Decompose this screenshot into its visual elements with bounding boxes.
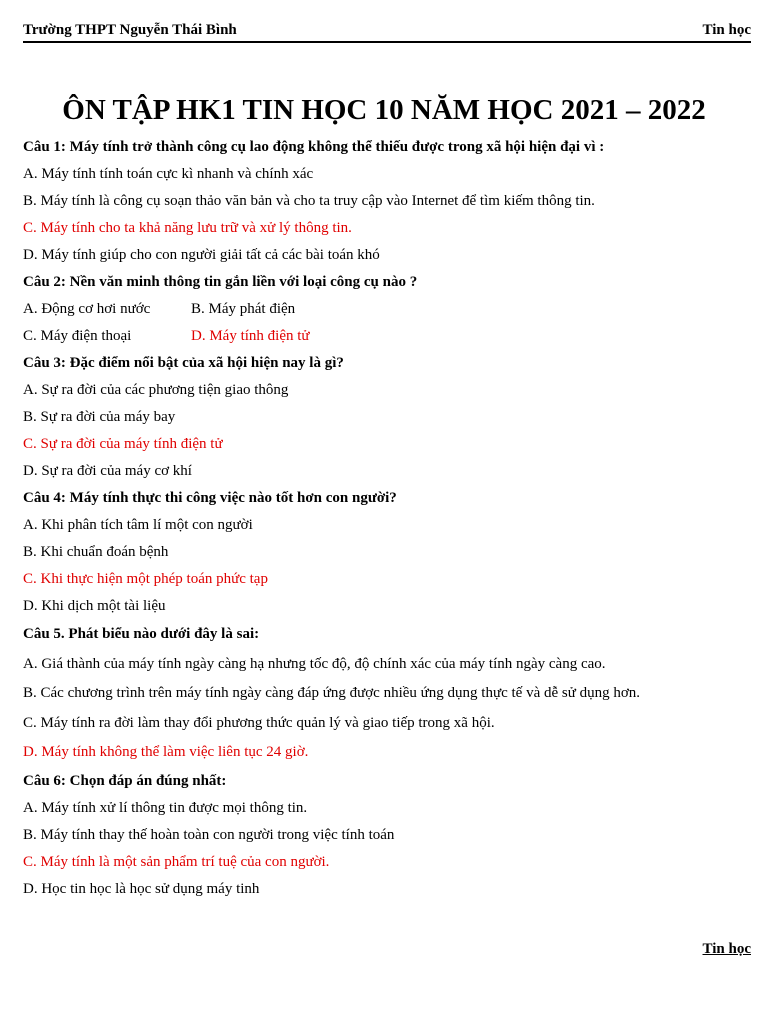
question-4: Câu 4: Máy tính thực thi công việc nào tốt hơn con người? bbox=[23, 490, 397, 506]
page-header bbox=[23, 22, 751, 43]
q3-option-b: B. Sự ra đời của máy bay bbox=[23, 409, 176, 425]
q4-option-c-correct: C. Khi thực hiện một phép toán phức tạp bbox=[23, 571, 268, 587]
q4-option-d: D. Khi dịch một tài liệu bbox=[23, 598, 166, 614]
q3-option-c-correct: C. Sự ra đời của máy tính điện tử bbox=[23, 436, 223, 452]
q2-option-b: B. Máy phát điện bbox=[191, 301, 296, 317]
q6-option-b: B. Máy tính thay thế hoàn toàn con người trong việc tính toán bbox=[23, 826, 395, 843]
q5-option-c: C. Máy tính ra đời làm thay đổi phương thức quản lý và giao tiếp trong xã hội. bbox=[23, 714, 495, 731]
q5-option-b: B. Các chương trình trên máy tính ngày càng đáp ứng được nhiều ứng dụng thực tế và dễ sử dụng hơn. bbox=[23, 685, 641, 701]
q2-option-d-correct: D. Máy tính điện tử bbox=[191, 328, 310, 344]
question-list bbox=[23, 134, 753, 903]
q4-option-b: B. Khi chuẩn đoán bệnh bbox=[23, 544, 169, 560]
question-6: Câu 6: Chọn đáp án đúng nhất: bbox=[23, 772, 227, 789]
school-name: Trường THPT Nguyễn Thái Bình bbox=[23, 22, 237, 38]
header-subject: Tin học bbox=[702, 22, 751, 38]
q6-option-c-correct: C. Máy tính là một sản phẩm trí tuệ của con người. bbox=[23, 853, 330, 870]
question-5: Câu 5. Phát biểu nào dưới đây là sai: bbox=[23, 626, 260, 642]
q1-option-d: D. Máy tính giúp cho con người giải tất cả các bài toán khó bbox=[23, 247, 380, 263]
q4-option-a: A. Khi phân tích tâm lí một con người bbox=[23, 517, 253, 533]
q2-options-row-1 bbox=[23, 296, 753, 323]
q1-option-c-correct: C. Máy tính cho ta khả năng lưu trữ và xử lý thông tin. bbox=[23, 220, 352, 236]
q3-option-d: D. Sự ra đời của máy cơ khí bbox=[23, 463, 192, 479]
q1-option-b: B. Máy tính là công cụ soạn thảo văn bản và cho ta truy cập vào Internet để tìm kiếm thông tin. bbox=[23, 193, 595, 209]
question-3: Câu 3: Đặc điểm nổi bật của xã hội hiện nay là gì? bbox=[23, 355, 344, 371]
document-title: ÔN TẬP HK1 TIN HỌC 10 NĂM HỌC 2021 – 2022 bbox=[62, 94, 706, 126]
q6-option-d: D. Học tin học là học sử dụng máy tinh bbox=[23, 880, 260, 897]
q5-option-d-correct: D. Máy tính không thể làm việc liên tục 24 giờ. bbox=[23, 744, 309, 760]
q1-option-a: A. Máy tính tính toán cực kì nhanh và chính xác bbox=[23, 166, 314, 182]
q3-option-a: A. Sự ra đời của các phương tiện giao thông bbox=[23, 382, 289, 398]
question-2: Câu 2: Nền văn minh thông tin gắn liền với loại công cụ nào ? bbox=[23, 274, 418, 290]
page-footer-subject: Tin học bbox=[702, 941, 751, 957]
q2-options-row-2 bbox=[23, 323, 753, 350]
q2-option-a: A. Động cơ hơi nước bbox=[23, 301, 151, 317]
q5-option-a: A. Giá thành của máy tính ngày càng hạ nhưng tốc độ, độ chính xác của máy tính ngày càng cao. bbox=[23, 655, 606, 672]
q6-option-a: A. Máy tính xử lí thông tin được mọi thông tin. bbox=[23, 799, 308, 816]
q2-option-c: C. Máy điện thoại bbox=[23, 328, 132, 344]
question-1: Câu 1: Máy tính trở thành công cụ lao động không thể thiếu được trong xã hội hiện đại vì : bbox=[23, 139, 605, 155]
